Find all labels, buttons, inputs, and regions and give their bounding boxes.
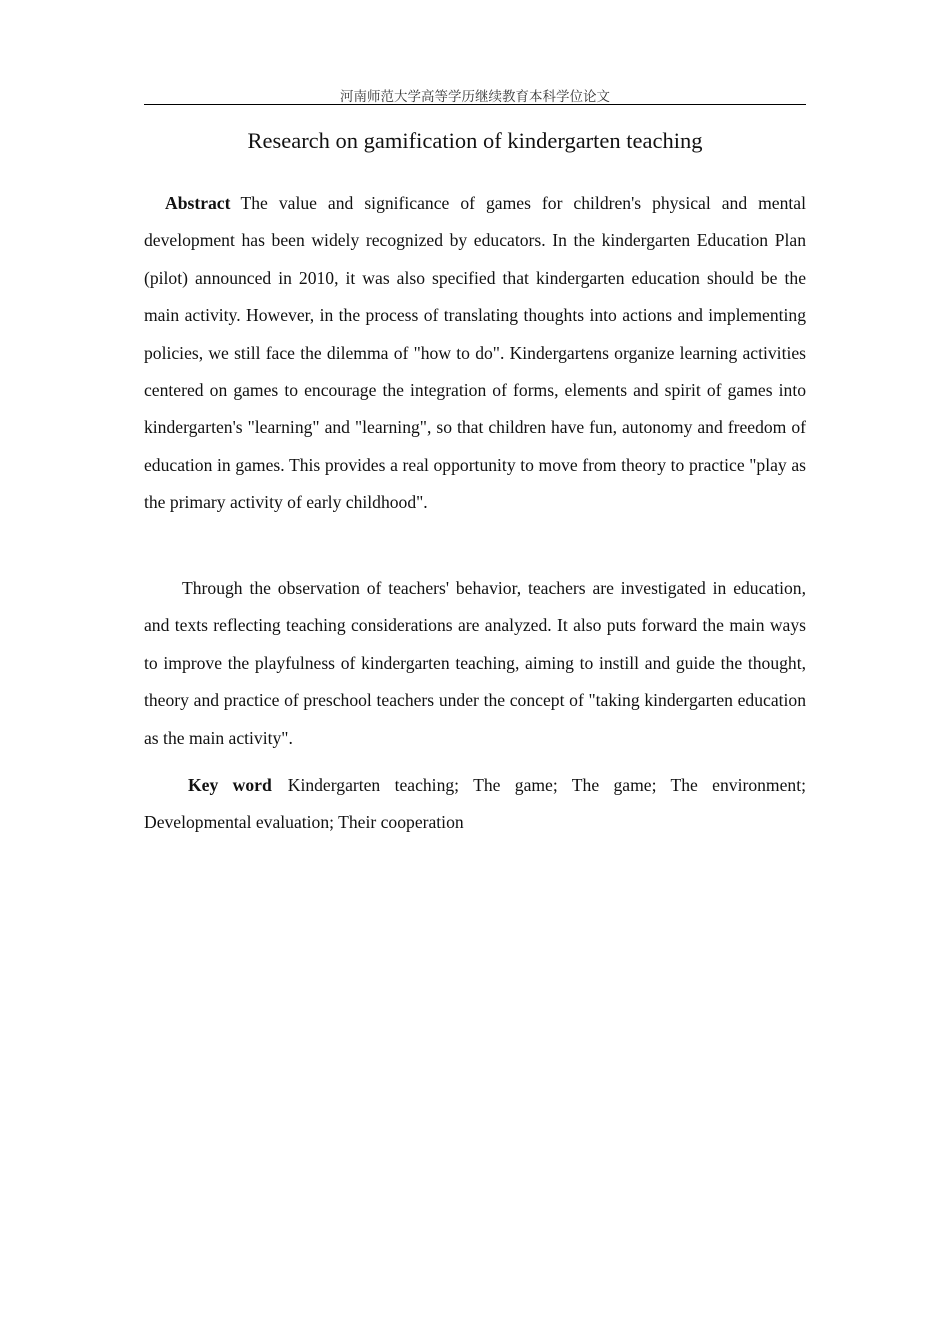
keywords-paragraph — [144, 767, 806, 842]
keywords-label: Key word — [188, 775, 272, 795]
document-title: Research on gamification of kindergarten teaching — [247, 128, 703, 153]
abstract-text: The value and significance of games for children's physical and mental development has been widely recognized by educators. In the kindergarten Education Plan (pilot) announced in 2010, it was also specified that kindergarten education should be the main activity. However, in the process of translating thoughts into actions and implementing policies, we still face the dilemma of "how to do". Kindergartens organize learning activities centered on games to encourage the integration of forms, elements and spirit of games into kindergarten's "learning" and "learning", so that children have fun, autonomy and freedom of education in games. This provides a real opportunity to move from theory to practice "play as the primary activity of early childhood". — [144, 193, 806, 513]
body-paragraph: Through the observation of teachers' behavior, teachers are investigated in education, and texts reflecting teaching considerations are analyzed. It also puts forward the main ways to improve the playfulness of kindergarten teaching, aiming to instill and guide the thought, theory and practice of preschool teachers under the concept of "taking kindergarten education as the main activity". — [144, 578, 806, 748]
abstract-label: Abstract — [165, 193, 231, 213]
keywords-text: Kindergarten teaching; The game; The game; The environment; Developmental evaluation; Their cooperation — [144, 775, 806, 833]
header-rule — [144, 104, 806, 105]
abstract-paragraph — [144, 185, 806, 522]
running-header: 河南师范大学高等学历继续教育本科学位论文 — [340, 89, 610, 105]
